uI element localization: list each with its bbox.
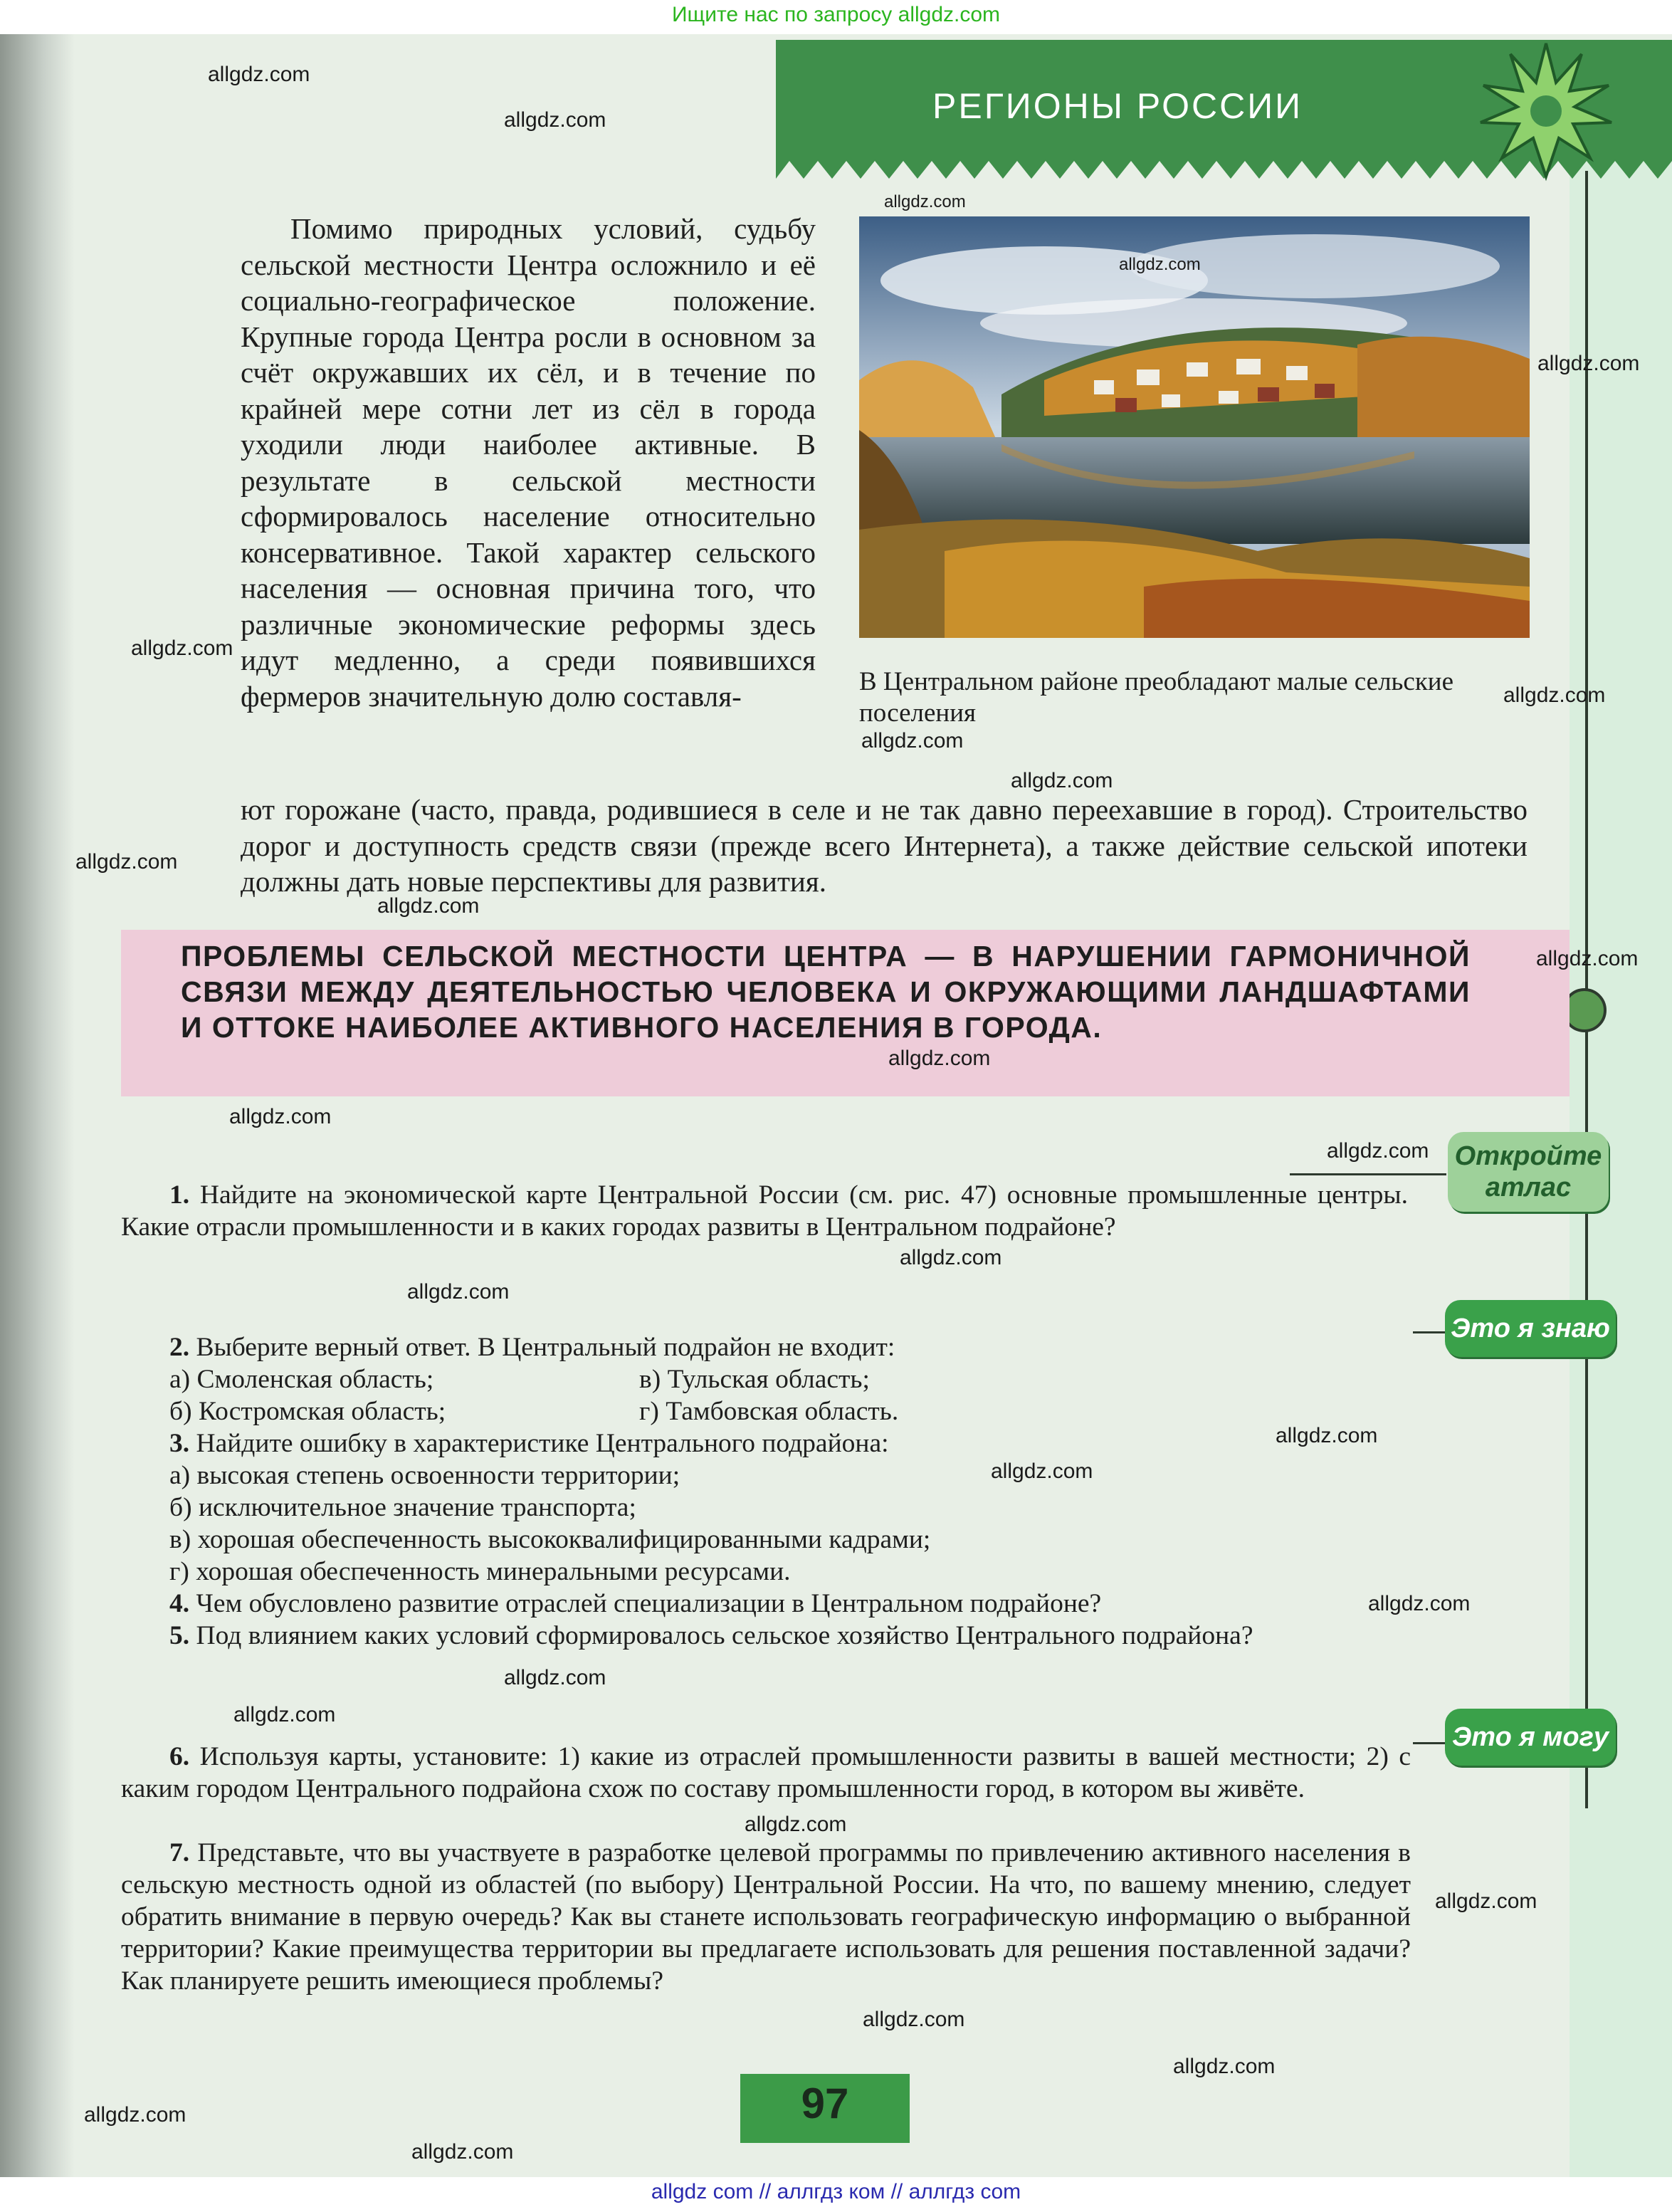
watermark: allgdz.com — [411, 2140, 514, 2164]
q3-option-a: а) высокая степень освоенности территории; — [169, 1461, 680, 1490]
watermark: allgdz.com — [1503, 683, 1606, 707]
watermark: allgdz.com — [75, 850, 178, 874]
intro-paragraph-wide: ют горожане (часто, правда, родившиеся в селе и не так давно переехавшие в город). Строительство дорог и доступность средств связи (прежде всего Интернета), а также действие сельской ипотеки должны дать новые перспективы для развития. — [241, 793, 1528, 898]
watermark: allgdz.com — [504, 1666, 606, 1689]
q2-option-v: в) Тульская область; — [639, 1365, 870, 1394]
question-3: 3. Найдите ошибку в характеристике Центрального подрайона: — [169, 1429, 889, 1458]
watermark: allgdz.com — [233, 1703, 336, 1726]
i-know-tab[interactable]: Это я знаю — [1445, 1300, 1616, 1357]
question-6: 6. Используя карты, установите: 1) какие из отраслей промышленности развиты в вашей местности; 2) с каким городом Центрального подрайона схож по составу промышленности город, в котором вы живёте. — [121, 1742, 1411, 1803]
q3-option-g: г) хорошая обеспеченность минеральными ресурсами. — [169, 1557, 791, 1586]
photo-caption: В Центральном районе преобладают малые сельские поселения — [859, 667, 1454, 728]
question-5: 5. Под влиянием каких условий сформировалось сельское хозяйство Центрального подрайона? — [169, 1621, 1253, 1650]
watermark: allgdz.com — [131, 636, 233, 660]
watermark: allgdz.com — [208, 63, 310, 86]
watermark: allgdz.com — [1537, 352, 1640, 375]
bottom-links[interactable]: allgdz com // аллгдз ком // аллгдз com — [651, 2180, 1021, 2203]
key-point-text: ПРОБЛЕМЫ СЕЛЬСКОЙ МЕСТНОСТИ ЦЕНТРА — В НАРУШЕНИИ ГАРМОНИЧНОЙ СВЯЗИ МЕЖДУ ДЕЯТЕЛЬНОСТЬЮ ЧЕЛОВЕКА И ОКРУЖАЮЩИМИ ЛАНДШАФТАМИ И ОТТОКЕ НАИБОЛЕЕ АКТИВНОГО НАСЕЛЕНИЯ В ГОРОДА. — [181, 940, 1471, 1044]
question-7: 7. Представьте, что вы участвуете в разработке целевой программы по привлечению активного населения в сельскую местность одной из областей (по выбору) Центральной России. На что, по вашему мнению, следует обратить внимание в первую очередь? Как вы станете использовать географическую информацию о выбранной территории? Какие преимущества территории вы предлагаете использовать для решения поставленной задачи? Как планируете решить имеющиеся проблемы? — [121, 1838, 1411, 1996]
watermark: allgdz.com — [888, 1047, 991, 1070]
open-atlas-tab[interactable]: Откройте атлас — [1448, 1132, 1609, 1212]
watermark: allgdz.com — [1173, 2055, 1276, 2078]
watermark: allgdz.com — [1011, 769, 1113, 792]
q2-option-b: б) Костромская область; — [169, 1397, 446, 1426]
watermark: allgdz.com — [84, 2103, 186, 2127]
q3-option-v: в) хорошая обеспеченность высококвалифицированными кадрами; — [169, 1525, 931, 1554]
know-pointer-line — [1413, 1331, 1448, 1333]
q2-option-g: г) Тамбовская область. — [639, 1397, 899, 1426]
watermark: allgdz.com — [1536, 947, 1639, 970]
watermark: allgdz.com — [745, 1813, 847, 1836]
watermark: allgdz.com — [504, 108, 606, 132]
watermark: allgdz.com — [1435, 1889, 1537, 1913]
atlas-pointer-line — [1290, 1173, 1446, 1175]
q3-option-b: б) исключительное значение транспорта; — [169, 1493, 636, 1522]
watermark: allgdz.com — [863, 2008, 965, 2031]
question-2: 2. Выберите верный ответ. В Центральный подрайон не входит: — [169, 1333, 895, 1362]
intro-paragraph-narrow: Помимо природных условий, судьбу сельской местности Центра осложнило и её социально-географическое положение. Крупные города Центра росли в основном за счёт окружавших их сёл, и в течение по крайней мере сотни лет из сёл в города уходили люди наиболее активные. В результате в сельской местности сформировалось население относительно консервативное. Такой характер сельского населения — основная причина того, что различные экономические реформы здесь идут медленно, а среди появившихся фермеров значительную долю составля- — [241, 212, 816, 713]
page-spine-shadow — [0, 34, 75, 2177]
question-1: 1. Найдите на экономической карте Центральной России (см. рис. 47) основные промышленные центры. Какие отрасли промышленности и в каких городах развиты в Центральном подрайоне? — [121, 1180, 1409, 1242]
watermark: allgdz.com — [377, 894, 480, 918]
watermark: allgdz.com — [900, 1246, 1002, 1269]
watermark: allgdz.com — [1368, 1592, 1471, 1615]
watermark: allgdz.com — [1276, 1424, 1378, 1447]
watermark: allgdz.com — [1327, 1139, 1429, 1163]
page-number: 97 — [801, 2080, 849, 2127]
village-landscape-photo — [859, 216, 1530, 638]
watermark: allgdz.com — [407, 1280, 510, 1304]
watermark: allgdz.com — [991, 1459, 1093, 1483]
watermark: allgdz.com — [861, 729, 964, 753]
can-pointer-line — [1413, 1742, 1448, 1744]
watermark: allgdz.com — [1119, 255, 1201, 274]
question-4: 4. Чем обусловлено развитие отраслей специализации в Центральном подрайоне? — [169, 1589, 1102, 1618]
section-title: РЕГИОНЫ РОССИИ — [932, 86, 1303, 126]
watermark: allgdz.com — [884, 192, 966, 211]
i-can-tab[interactable]: Это я могу — [1445, 1709, 1616, 1766]
watermark: allgdz.com — [229, 1105, 332, 1128]
q2-option-a: а) Смоленская область; — [169, 1365, 434, 1394]
top-search-link[interactable]: Ищите нас по запросу allgdz.com — [671, 3, 1001, 26]
